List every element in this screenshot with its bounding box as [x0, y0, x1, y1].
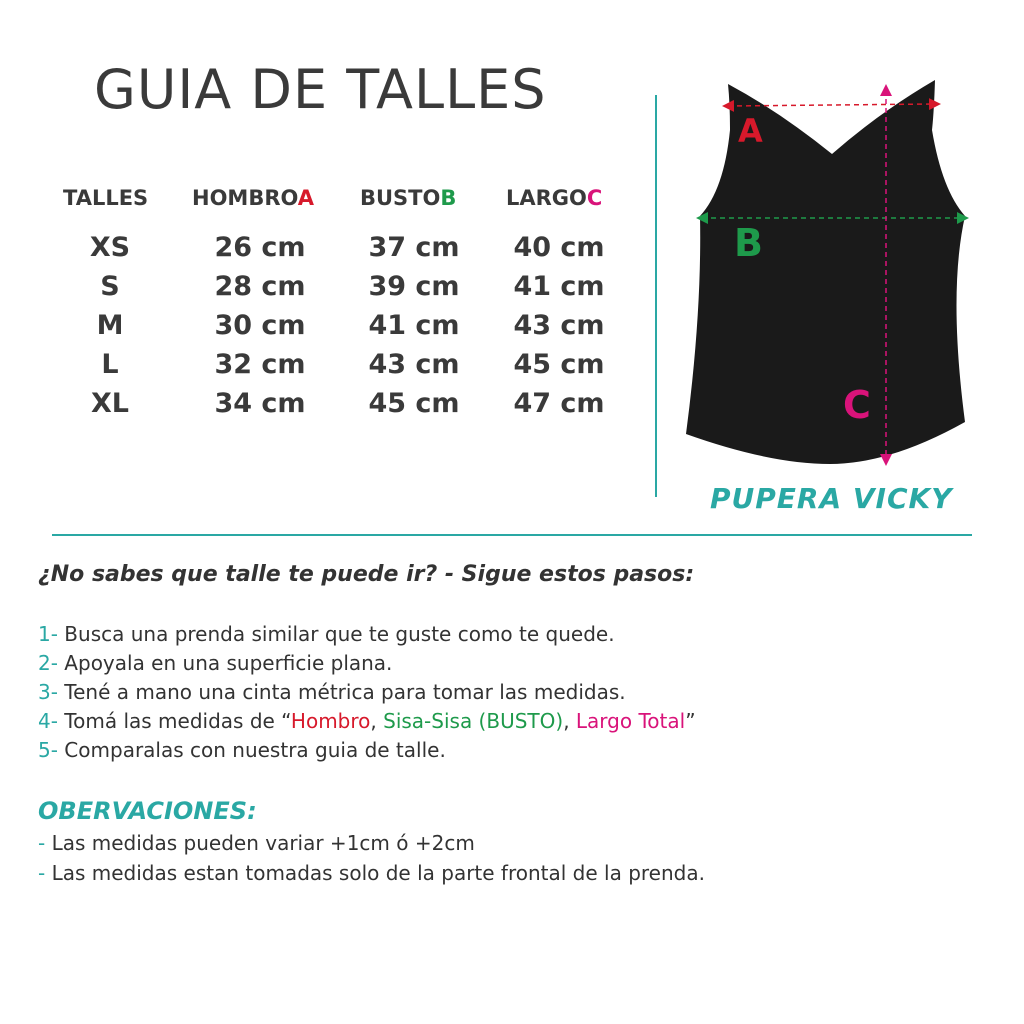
table-cell-busto: 45 cm — [368, 388, 460, 419]
table-cell-busto: 37 cm — [368, 232, 460, 263]
step-item — [38, 649, 696, 678]
steps-list — [38, 620, 696, 765]
step-item — [38, 620, 696, 649]
vertical-divider — [655, 95, 657, 497]
table-cell-talle: L — [101, 349, 119, 380]
garment-shape — [686, 80, 965, 464]
horizontal-divider — [52, 534, 972, 536]
observacion-dash: - — [38, 861, 46, 885]
table-cell-busto: 39 cm — [368, 271, 460, 302]
step-number: 5- — [38, 738, 58, 762]
step-item — [38, 736, 696, 765]
table-cell-largo: 41 cm — [513, 271, 605, 302]
step-text: Comparalas con nuestra guia de talle. — [57, 738, 446, 762]
step-number: 3- — [38, 680, 58, 704]
observacion-item — [38, 828, 705, 858]
header-busto — [360, 186, 456, 210]
label-a: A — [738, 112, 763, 150]
steps-question: ¿No sabes que talle te puede ir? - Sigue estos pasos: — [38, 562, 695, 587]
column-hombro — [200, 229, 320, 424]
observacion-text: Las medidas estan tomadas solo de la parte frontal de la prenda. — [45, 861, 705, 885]
table-cell-largo: 45 cm — [513, 349, 605, 380]
step-item — [38, 678, 696, 707]
header-largo — [506, 186, 602, 210]
table-cell-hombro: 26 cm — [214, 232, 306, 263]
page-title: GUIA DE TALLES — [94, 58, 547, 121]
table-cell-hombro: 30 cm — [214, 310, 306, 341]
column-busto — [354, 229, 474, 424]
table-cell-largo: 47 cm — [513, 388, 605, 419]
observacion-dash: - — [38, 831, 46, 855]
header-hombro — [192, 186, 314, 210]
table-cell-talle: M — [96, 310, 124, 341]
step-text-suffix: ” — [685, 709, 696, 733]
step-text: Tené a mano una cinta métrica para tomar las medidas. — [57, 680, 626, 704]
label-c: C — [843, 383, 871, 427]
table-cell-talle: S — [100, 271, 120, 302]
header-busto-letter: B — [440, 186, 457, 210]
step-number: 1- — [38, 622, 58, 646]
table-cell-hombro: 32 cm — [214, 349, 306, 380]
step-number: 2- — [38, 651, 58, 675]
observaciones-title: OBERVACIONES: — [38, 797, 257, 825]
table-cell-talle: XL — [90, 388, 130, 419]
step-item — [38, 707, 696, 736]
step-separator: , — [370, 709, 384, 733]
observacion-item — [38, 858, 705, 888]
step-sisa: Sisa-Sisa (BUSTO) — [383, 709, 564, 733]
step-largo: Largo Total — [575, 709, 686, 733]
header-hombro-letter: A — [297, 186, 315, 210]
header-busto-label: BUSTO — [360, 186, 441, 210]
step-text: Busca una prenda similar que te guste como te quede. — [57, 622, 615, 646]
step-hombro: Hombro — [290, 709, 371, 733]
table-cell-busto: 43 cm — [368, 349, 460, 380]
header-largo-label: LARGO — [506, 186, 587, 210]
header-hombro-label: HOMBRO — [192, 186, 298, 210]
product-name: PUPERA VICKY — [710, 482, 953, 515]
header-largo-letter: C — [586, 186, 603, 210]
header-talles: TALLES — [63, 186, 149, 210]
garment-diagram — [680, 72, 980, 472]
table-cell-hombro: 34 cm — [214, 388, 306, 419]
table-cell-largo: 43 cm — [513, 310, 605, 341]
step-separator: , — [563, 709, 576, 733]
table-cell-busto: 41 cm — [368, 310, 460, 341]
observacion-text: Las medidas pueden variar +1cm ó +2cm — [45, 831, 475, 855]
step-number: 4- — [38, 709, 58, 733]
table-cell-largo: 40 cm — [513, 232, 605, 263]
column-talles — [70, 229, 150, 424]
step-text: Apoyala en una superficie plana. — [57, 651, 393, 675]
step-text-prefix: Tomá las medidas de “ — [57, 709, 291, 733]
table-cell-hombro: 28 cm — [214, 271, 306, 302]
column-largo — [499, 229, 619, 424]
observaciones-list — [38, 828, 705, 888]
table-cell-talle: XS — [89, 232, 131, 263]
label-b: B — [734, 221, 763, 265]
